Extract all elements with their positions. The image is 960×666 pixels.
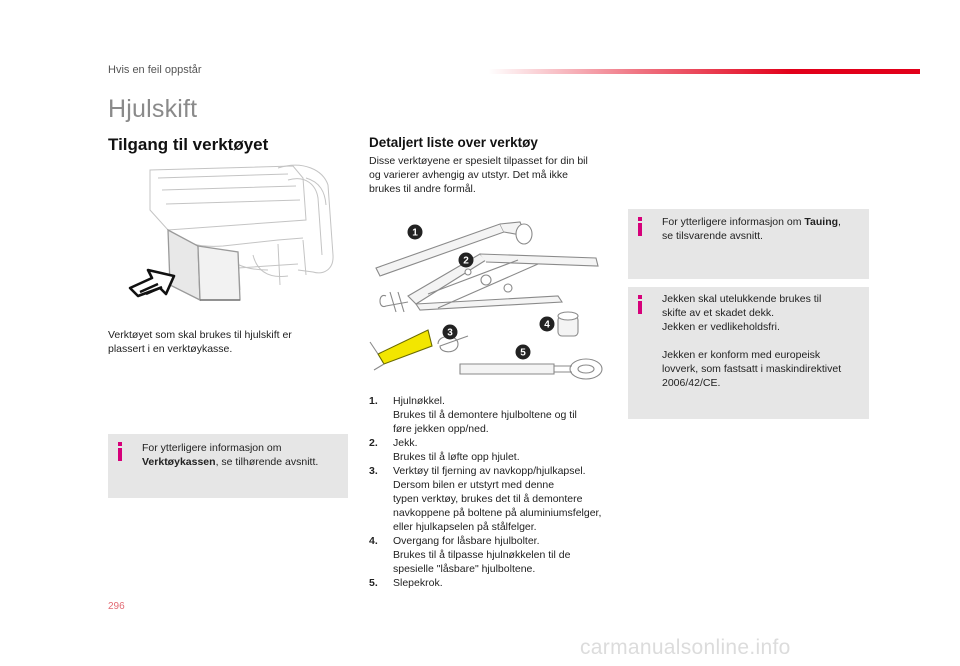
info-suffix: , se tilhørende avsnitt. bbox=[215, 456, 319, 468]
page-title: Hjulskift bbox=[108, 95, 198, 123]
tools-intro: Disse verktøyene er spesielt tilpasset for din bil og varierer avhengig av utstyr. Det må ikke brukes til andre formål. bbox=[369, 155, 588, 195]
info-line: Jekken er konform med europeisk bbox=[662, 349, 821, 361]
info-line: skifte av et skadet dekk. bbox=[662, 307, 775, 319]
list-item-number: 3. bbox=[369, 465, 378, 477]
info-line: Jekken er vedlikeholdsfri. bbox=[662, 321, 780, 333]
info-box-toolbox bbox=[108, 434, 348, 498]
info-line: 2006/42/CE. bbox=[662, 377, 721, 389]
list-item-number: 5. bbox=[369, 577, 378, 589]
list-item-line: Slepekrok. bbox=[393, 577, 443, 589]
list-item bbox=[369, 576, 619, 590]
tool-list bbox=[369, 394, 619, 590]
info-line: Jekken skal utelukkende brukes til bbox=[662, 293, 822, 305]
info-line: lovverk, som fastsatt i maskindirektivet bbox=[662, 363, 842, 375]
list-item bbox=[369, 394, 619, 436]
info-icon bbox=[634, 217, 646, 237]
info-bold: Verktøykassen bbox=[142, 456, 216, 468]
list-item bbox=[369, 436, 619, 464]
list-item bbox=[369, 534, 619, 576]
list-item-number: 4. bbox=[369, 535, 378, 547]
tools-heading: Detaljert liste over verktøy bbox=[369, 135, 538, 150]
list-item-line: Brukes til å løfte opp hjulet. bbox=[393, 451, 520, 463]
left-heading: Tilgang til verktøyet bbox=[108, 135, 269, 154]
list-item-number: 1. bbox=[369, 395, 378, 407]
callout-2-label: 2 bbox=[463, 255, 469, 267]
tools-illustration bbox=[368, 214, 608, 384]
info-box-towing bbox=[628, 209, 869, 279]
info-suffix: , bbox=[838, 216, 841, 228]
list-item-line: Jekk. bbox=[393, 437, 418, 449]
list-item-line: typen verktøy, brukes det til å demontere bbox=[393, 493, 583, 505]
watermark: carmanualsonline.info bbox=[580, 636, 791, 659]
list-item-line: Overgang for låsbare hjulbolter. bbox=[393, 535, 540, 547]
list-item-line: Brukes til å demontere hjulboltene og til bbox=[393, 409, 577, 421]
info-prefix: For ytterligere informasjon om bbox=[662, 216, 805, 228]
info-towing-text bbox=[662, 215, 866, 243]
info-icon bbox=[634, 295, 646, 315]
header-rule bbox=[488, 69, 920, 74]
info-prefix: For ytterligere informasjon om bbox=[142, 442, 282, 454]
info-bold: Tauing bbox=[804, 216, 839, 228]
info-jack-text bbox=[662, 292, 866, 390]
list-item bbox=[369, 464, 619, 534]
section-header: Hvis en feil oppstår bbox=[108, 64, 202, 76]
list-item-line: Brukes til å tilpasse hjulnøkkelen til de bbox=[393, 549, 571, 561]
info-line: se tilsvarende avsnitt. bbox=[662, 230, 763, 242]
callout-3-label: 3 bbox=[447, 327, 453, 339]
callout-4-label: 4 bbox=[544, 319, 550, 331]
list-item-line: eller hjulkapselen på stålfelger. bbox=[393, 521, 537, 533]
arrow-icon bbox=[128, 262, 176, 298]
list-item-line: føre jekken opp/ned. bbox=[393, 423, 489, 435]
list-item-line: Dersom bilen er utstyrt med denne bbox=[393, 479, 555, 491]
list-item-line: navkoppene på boltene på aluminiumsfelger, bbox=[393, 507, 602, 519]
callout-1-label: 1 bbox=[412, 227, 418, 239]
page-number: 296 bbox=[108, 601, 125, 612]
list-item-number: 2. bbox=[369, 437, 378, 449]
seat-caption: Verktøyet som skal brukes til hjulskift er plassert i en verktøykasse. bbox=[108, 329, 292, 355]
info-icon bbox=[114, 442, 126, 462]
list-item-line: spesielle "låsbare" hjulboltene. bbox=[393, 563, 536, 575]
list-item-line: Hjulnøkkel. bbox=[393, 395, 445, 407]
info-box-jack bbox=[628, 287, 869, 419]
callout-5-label: 5 bbox=[520, 347, 526, 359]
list-item-line: Verktøy til fjerning av navkopp/hjulkapsel. bbox=[393, 465, 586, 477]
info-toolbox-text bbox=[142, 441, 342, 469]
